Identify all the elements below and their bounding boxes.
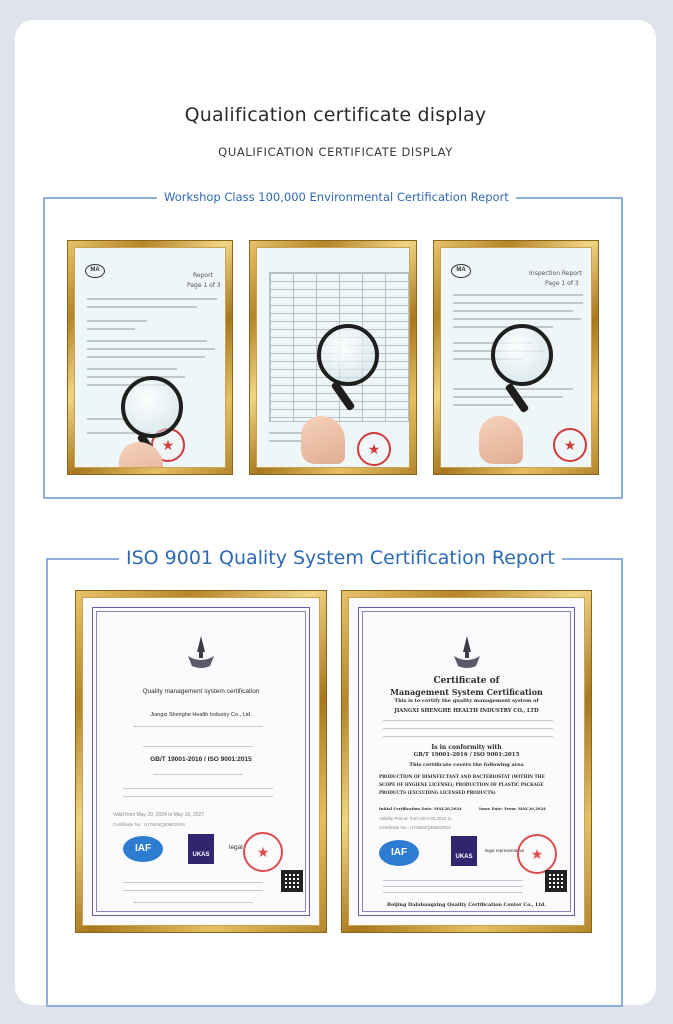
ma-logo-icon: MA: [451, 264, 471, 278]
red-stamp-icon: ★: [243, 832, 283, 872]
red-stamp-icon: ★: [517, 834, 557, 874]
section-legend-workshop: Workshop Class 100,000 Environmental Certification Report: [157, 190, 516, 204]
legal-text: legal: [229, 844, 243, 851]
cert-standard: GB/T 19001-2016 / ISO 9001:2015: [150, 756, 252, 763]
certification-body-logo-icon: [450, 634, 484, 670]
cert-number: Certificate No.: UY0924Q30681R0S: [113, 822, 186, 827]
magnifier-icon: [491, 324, 553, 386]
cert-covers: This certificate covers the following area: [409, 762, 524, 768]
iaf-badge-icon: IAF: [379, 840, 419, 866]
workshop-report-image-2[interactable]: [249, 240, 417, 475]
cert-issue-date: Issue Date: From: MAY.20,2024: [479, 806, 546, 811]
cert-company: Jiangxi Shenghe Health Industry Co., Ltd.: [150, 712, 252, 718]
doc-page: Page 1 of 3: [545, 280, 579, 287]
iso-certificate-image-1[interactable]: [75, 590, 327, 933]
cert-scope-3: PRODUCTS (EXCLUDING LICENSED PRODUCTS): [379, 790, 496, 795]
certification-body-logo-icon: [184, 634, 218, 670]
cert-title-1: Certificate of: [433, 676, 500, 686]
iso-certificate-image-2[interactable]: [341, 590, 592, 933]
cert-number: Certificate No.: UY0924Q30681R0S: [379, 825, 452, 830]
cert-company: JIANGXI SHENGHE HEALTH INDUSTRY CO., LTD: [394, 708, 539, 714]
cert-scope-2: SCOPE OF HYGIENE LICENSE); PRODUCTION OF PLASTIC PACKAGE: [379, 782, 544, 787]
cert-conformity-label: Is in conformity with: [431, 744, 502, 751]
cert-title: Quality management system certification: [142, 688, 260, 695]
red-stamp-icon: ★: [357, 432, 391, 466]
cert-validity: Validity Period: from MAY.20,2024 to: [379, 816, 452, 821]
ukas-badge-icon: UKAS: [188, 834, 214, 864]
hand-image: [301, 416, 345, 464]
page-subtitle: QUALIFICATION CERTIFICATE DISPLAY: [218, 145, 453, 159]
cert-certify: This is to certify the quality management system of: [394, 698, 539, 704]
doc-heading: Inspection Report: [529, 270, 582, 277]
cert-initial-date: Initial Certification Date: MAY.20,2024: [379, 806, 462, 811]
cert-standard: GB/T 19001-2016 / ISO 9001:2015: [413, 752, 520, 758]
cert-scope-1: PRODUCTION OF DISINFECTANT AND BACTERIOSTAT (WITHIN THE: [379, 774, 545, 779]
doc-page: Page 1 of 3: [187, 282, 221, 289]
cert-title-2: Management System Certification: [390, 687, 543, 697]
cert-issuer: Beijing Dalubangxing Quality Certification Center Co., Ltd.: [387, 902, 546, 908]
ma-logo-icon: MA: [85, 264, 105, 278]
hand-image: [479, 416, 523, 464]
workshop-report-image-3[interactable]: [433, 240, 599, 475]
magnifier-icon: [121, 376, 183, 438]
section-legend-iso: ISO 9001 Quality System Certification Report: [119, 547, 562, 569]
red-stamp-icon: ★: [553, 428, 587, 462]
iaf-badge-icon: IAF: [123, 836, 163, 862]
cert-valid: Valid from May 20, 2024 to May 19, 2027: [113, 812, 205, 818]
ukas-badge-icon: UKAS: [451, 836, 477, 866]
qr-code-icon: [545, 870, 567, 892]
workshop-report-image-1[interactable]: [67, 240, 233, 475]
page-title: Qualification certificate display: [184, 104, 487, 126]
legal-representative-text: legal representative: [485, 848, 525, 853]
magnifier-icon: [317, 324, 379, 386]
qr-code-icon: [281, 870, 303, 892]
doc-heading: Report: [193, 272, 213, 279]
red-stamp-icon: ★: [151, 428, 185, 462]
